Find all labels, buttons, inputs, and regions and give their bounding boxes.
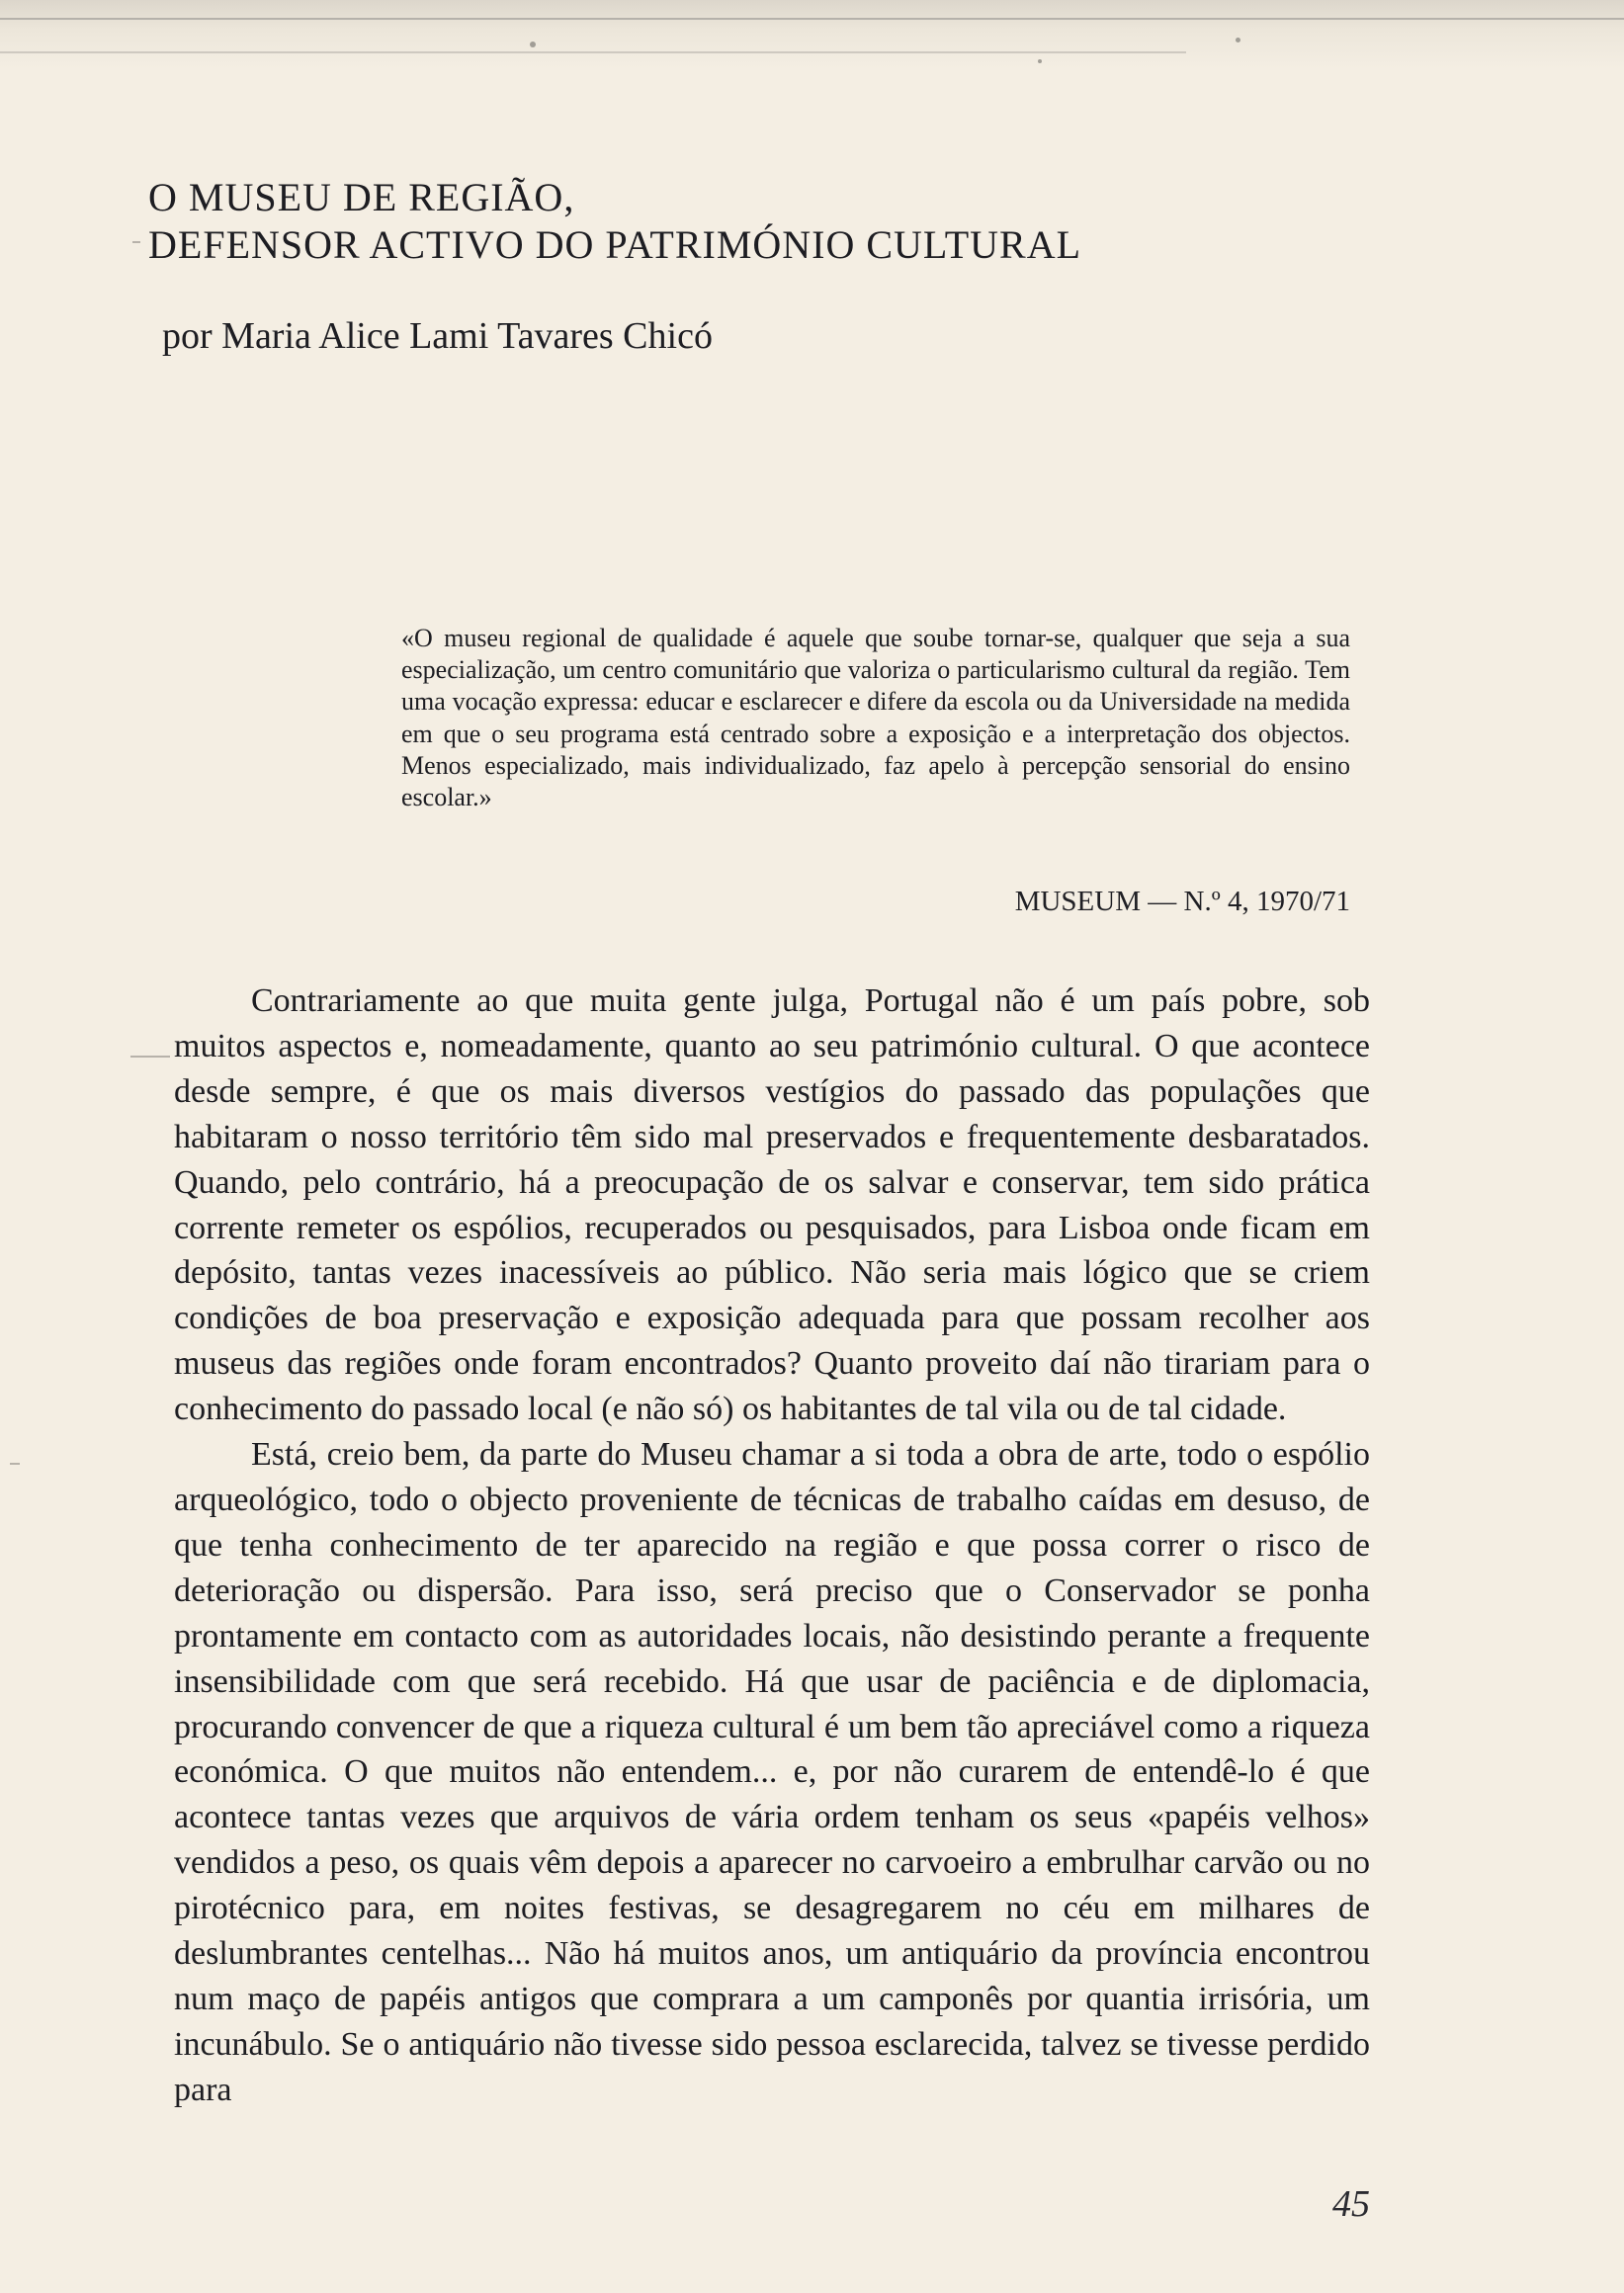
scan-artifact-line	[0, 51, 1186, 53]
scan-speck	[530, 42, 536, 47]
article-title-line-2: DEFENSOR ACTIVO DO PATRIMÓNIO CULTURAL	[148, 222, 1082, 267]
scan-edge	[0, 0, 1624, 69]
article-title	[148, 174, 1081, 269]
scan-speck	[132, 241, 140, 243]
article-body	[174, 978, 1370, 2113]
epigraph-source: MUSEUM — N.º 4, 1970/71	[1014, 886, 1350, 917]
author-byline: por Maria Alice Lami Tavares Chicó	[162, 315, 713, 357]
body-paragraph-1: Contrariamente ao que muita gente julga, Portugal não é um país pobre, sob muitos aspectos e, nomeadamente, quanto ao seu património cultural. O que acontece desde sempre, é que os mais diversos vestígios do passado das populações que habitaram o nosso território têm sido mal preservados e frequentemente desbaratados. Quando, pelo contrário, há a preocupação de os salvar e conservar, tem sido prática corrente remeter os espólios, recuperados ou pesquisados, para Lisboa onde ficam em depósito, tantas vezes inacessíveis ao público. Não seria mais lógico que se criem condições de boa preservação e exposição adequada para que possam recolher aos museus das regiões onde foram encontrados? Quanto proveito daí não tirariam para o conhecimento do passado local (e não só) os habitantes de tal vila ou de tal cidade.	[174, 982, 1370, 1428]
epigraph-quote: «O museu regional de qualidade é aquele que soube tornar-se, qualquer que seja a sua especialização, um centro comunitário que valoriza o particularismo cultural da região. Tem uma vocação expressa: educar e esclarecer e difere da escola ou da Universidade na medida em que o seu programa está centrado sobre a exposição e a interpretação dos objectos. Menos especializado, mais individualizado, faz apelo à percepção sensorial do ensino escolar.»	[401, 624, 1350, 812]
scan-artifact-line	[0, 18, 1624, 20]
body-paragraph-2: Está, creio bem, da parte do Museu chamar a si toda a obra de arte, todo o espólio arqueológico, todo o objecto proveniente de técnicas de trabalho caídas em desuso, de que tenha conhecimento de ter aparecido na região e que possa correr o risco de deterioração ou dispersão. Para isso, será preciso que o Conservador se ponha prontamente em contacto com as autoridades locais, não desistindo perante a frequente insensibilidade com que será recebido. Há que usar de paciência e de diplomacia, procurando convencer de que a riqueza cultural é um bem tão apreciável como a riqueza económica. O que muitos não entendem... e, por não curarem de entendê-lo é que acontece tantas vezes que arquivos de vária ordem tenham os seus «papéis velhos» vendidos a peso, os quais vêm depois a aparecer no carvoeiro a embrulhar carvão ou no pirotécnico para, em noites festivas, se desagregarem no céu em milhares de deslumbrantes centelhas... Não há muitos anos, um antiquário da província encontrou num maço de papéis antigos que comprara a um camponês por quantia irrisória, um incunábulo. Se o antiquário não tivesse sido pessoa esclarecida, talvez se tivesse perdido para	[174, 1436, 1370, 2108]
scan-speck	[130, 1056, 170, 1058]
scan-speck	[1236, 38, 1240, 42]
page-number: 45	[1332, 2183, 1370, 2225]
scan-speck	[1038, 59, 1042, 63]
article-title-line-1: O MUSEU DE REGIÃO,	[148, 175, 575, 219]
scan-speck	[10, 1463, 20, 1465]
